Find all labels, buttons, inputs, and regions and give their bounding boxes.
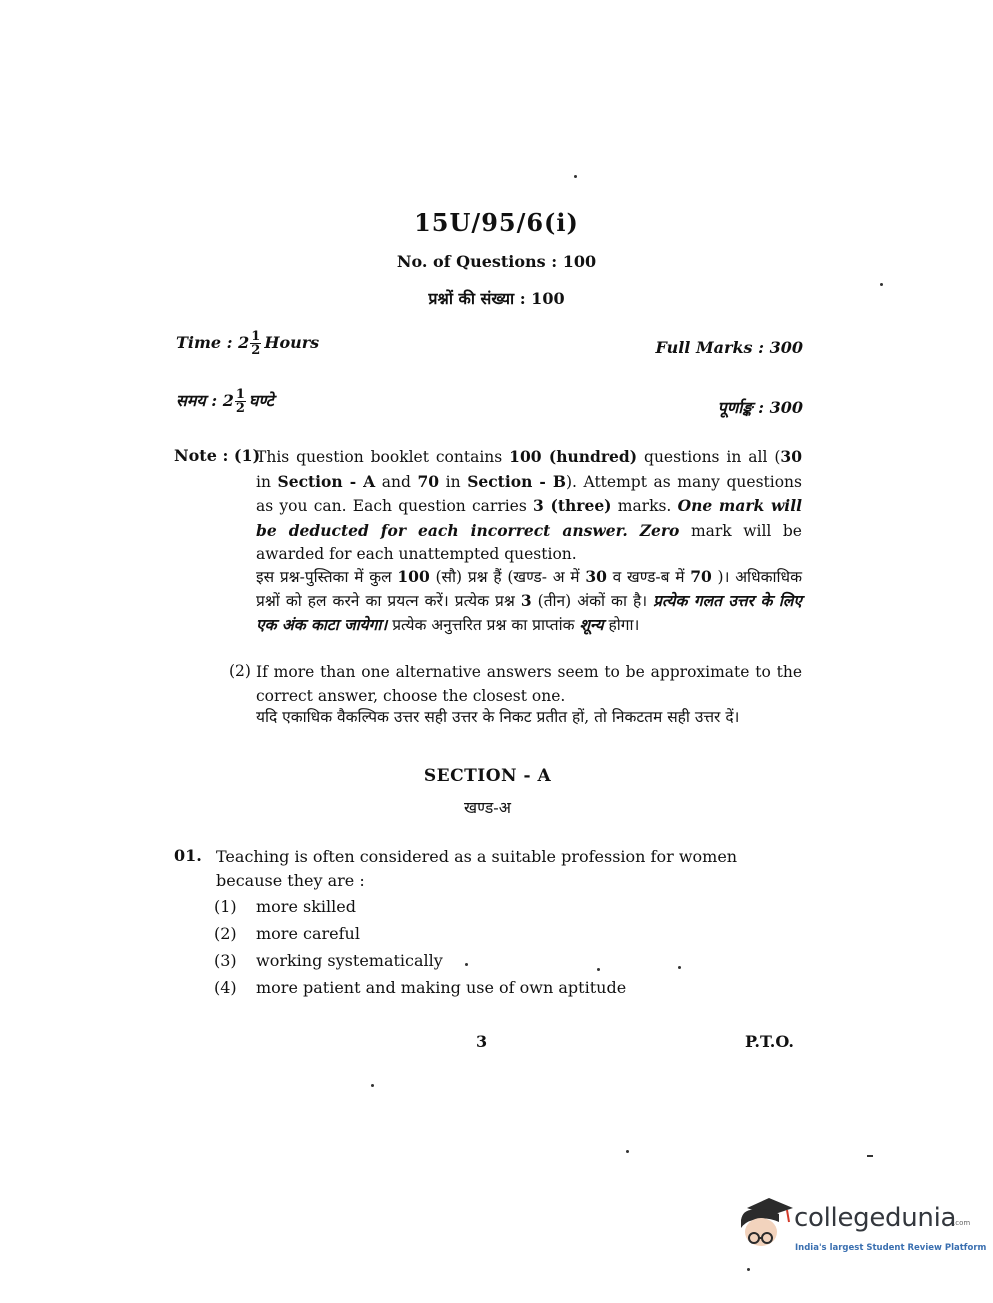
note-bold: 70 bbox=[417, 471, 440, 491]
full-marks: Full Marks : 300 bbox=[655, 338, 803, 357]
note-text: व खण्ड-ब में bbox=[606, 568, 691, 586]
note-2-label: (2) bbox=[229, 662, 251, 680]
note-text: )। अधिकाधिक प्रश्नों को हल करने का प्रयत्न करें। प्रत्येक प्रश्न bbox=[256, 568, 802, 610]
scan-speck bbox=[597, 968, 600, 971]
note-bold: Section - A bbox=[277, 471, 376, 491]
option-text: more careful bbox=[256, 924, 360, 943]
scan-speck bbox=[747, 1268, 750, 1271]
note-2-hindi: यदि एकाधिक वैकल्पिक उत्तर सही उत्तर के निकट प्रतीत हों, तो निकटतम सही उत्तर दें। bbox=[256, 708, 740, 726]
note-text: प्रत्येक अनुत्तरित प्रश्न का प्राप्तांक bbox=[387, 616, 580, 634]
paper-code: 15U/95/6(i) bbox=[414, 208, 579, 237]
number-of-questions-hindi: प्रश्नों की संख्या : 100 bbox=[428, 289, 565, 308]
option-label: (2) bbox=[214, 924, 237, 943]
note-text: होगा। bbox=[603, 616, 640, 634]
time-allowed bbox=[176, 330, 319, 357]
scan-speck bbox=[465, 963, 468, 966]
note-text: in bbox=[256, 472, 278, 491]
note-penalty-hindi: प्रत्येक गलत उत्तर के लिए एक अंक काटा जायेगा। bbox=[256, 591, 802, 634]
samay-fraction-denominator: 2 bbox=[235, 401, 245, 416]
note-text: This question booklet contains bbox=[256, 448, 510, 466]
note-bold: 3 bbox=[520, 591, 532, 610]
scan-speck bbox=[371, 1084, 374, 1087]
watermark-brand: collegedunia bbox=[794, 1203, 957, 1233]
full-marks-hindi: पूर्णाङ्क : 300 bbox=[717, 398, 803, 417]
option-1 bbox=[214, 897, 356, 916]
scan-speck bbox=[678, 966, 681, 969]
time-allowed-hindi bbox=[176, 388, 274, 415]
note-text: mark will be awarded for each unattempted question. bbox=[256, 521, 802, 563]
note-2-english: If more than one alternative answers seem to be approximate to the correct answer, choose the closest one. bbox=[256, 663, 802, 705]
time-unit: Hours bbox=[264, 333, 320, 352]
scan-speck bbox=[880, 283, 883, 286]
note-bold: 100 bbox=[397, 567, 430, 586]
option-label: (3) bbox=[214, 951, 237, 970]
note-bold: Section - B bbox=[467, 471, 566, 491]
scan-speck bbox=[574, 175, 577, 178]
note-bold: शून्य bbox=[579, 615, 604, 634]
option-text: more patient and making use of own aptitude bbox=[256, 978, 627, 997]
option-4 bbox=[214, 978, 626, 997]
note-penalty: One mark will be deducted for each incorrect answer. Zero bbox=[256, 496, 802, 540]
number-of-questions: No. of Questions : 100 bbox=[396, 252, 597, 271]
note-bold: 70 bbox=[690, 567, 712, 586]
time-fraction-denominator: 2 bbox=[251, 343, 261, 358]
section-title-hindi: खण्ड-अ bbox=[464, 798, 511, 817]
note-text: (तीन) अंकों का है। bbox=[531, 592, 654, 610]
watermark-tagline: India's largest Student Review Platform bbox=[795, 1243, 987, 1253]
question-text: Teaching is often considered as a suitable profession for women because they are : bbox=[216, 847, 738, 890]
option-label: (4) bbox=[214, 978, 237, 997]
samay-fraction bbox=[235, 388, 246, 415]
note-text: questions in all ( bbox=[637, 448, 781, 466]
note-1-english bbox=[256, 445, 802, 567]
please-turn-over: P.T.O. bbox=[745, 1032, 794, 1051]
option-text: working systematically bbox=[256, 951, 443, 970]
note-1-hindi bbox=[256, 565, 802, 637]
samay-label: समय : 2 bbox=[176, 391, 234, 410]
watermark-domain: .com bbox=[953, 1219, 971, 1227]
note-bold: 30 bbox=[780, 447, 802, 466]
option-text: more skilled bbox=[256, 897, 356, 916]
scan-speck bbox=[626, 1150, 629, 1153]
note-bold: 3 (three) bbox=[533, 496, 612, 515]
note-bold: 100 (hundred) bbox=[509, 447, 638, 466]
question-number: 01. bbox=[174, 846, 202, 865]
note-bold: 30 bbox=[585, 567, 607, 586]
option-label: (1) bbox=[214, 897, 237, 916]
note-text: in bbox=[439, 472, 468, 491]
time-label: Time : 2 bbox=[176, 333, 250, 352]
note-text: marks. bbox=[611, 497, 678, 515]
note-text: ). Attempt as many questions as you can. Each question carries bbox=[256, 472, 802, 515]
note-text: and bbox=[375, 472, 418, 491]
samay-fraction-numerator: 1 bbox=[235, 387, 245, 402]
option-3 bbox=[214, 951, 443, 970]
samay-unit: घण्टे bbox=[248, 391, 274, 410]
section-title: SECTION - A bbox=[423, 766, 552, 786]
note-label: Note : (1) bbox=[174, 446, 261, 465]
option-2 bbox=[214, 924, 360, 943]
time-fraction-numerator: 1 bbox=[251, 329, 261, 344]
time-fraction bbox=[250, 330, 261, 357]
note-text: इस प्रश्न-पुस्तिका में कुल bbox=[256, 568, 398, 586]
page-number: 3 bbox=[476, 1032, 488, 1051]
scan-speck bbox=[867, 1155, 873, 1157]
note-text: (सौ) प्रश्न हैं (खण्ड- अ में bbox=[429, 568, 586, 586]
